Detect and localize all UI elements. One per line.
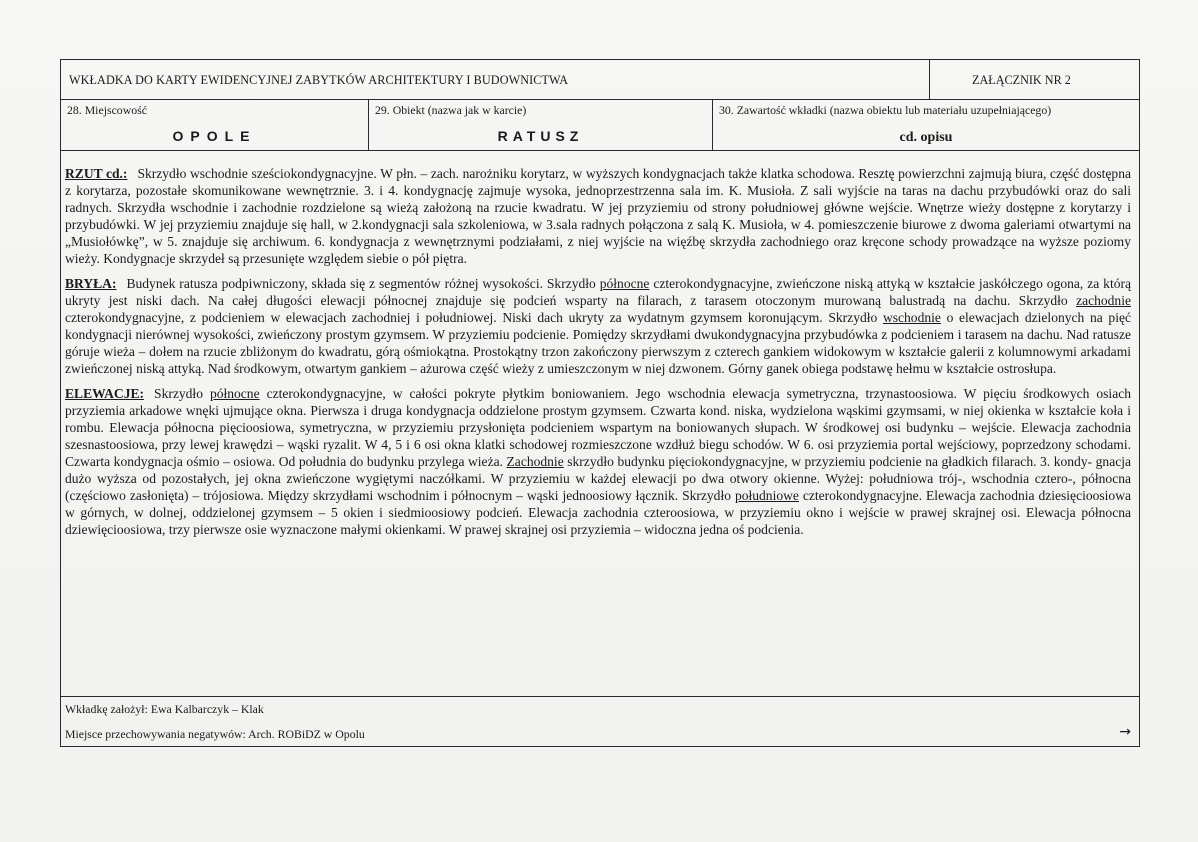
content-value: cd. opisu	[899, 130, 953, 145]
record-card	[60, 59, 1140, 747]
content-field	[712, 100, 1139, 151]
section-elewacje-text-4: czterokondygnacyjne. Elewacja zachodnia dziesięcioosiowa w górnych, w dolnej, oddzielonej gzymsem – 5 okien i siedmioosiowy podcień. Elewacja zachodnia czteroosiowa, w przyziemiu okno i wejście w prawej skrajnej osi. Elewacja północna dziewięcioosiowa, trzy pierwsze osie wyznaczone małymi okienkami. W prawej skrajnej osi przyziemia – widoczna jedna oś podcienia.	[65, 488, 1131, 537]
section-rzut-text: Skrzydło wschodnie sześciokondygnacyjne. W płn. – zach. narożniku korytarz, w wyższych kondygnacjach także klatka schodowa. Resztę powierzchni zajmują biura, część dostępna z korytarza, pozostałe skomunikowane wewnętrznie. 3. i 4. kondygnację zajmuje wysoka, jednoprzestrzenna sala im. K. Musioła. Z sali wyjście na taras na dachu przybudówki oraz do sali radnych. Skrzydła wschodnie i zachodnie rozdzielone są wieżą założoną na rzucie kwadratu. W jej przyziemiu od strony południowej główne wejście. Wnętrze wieży dostępne z korytarzy i przybudówki. W jej przyziemiu znajduje się hall, w 2.kondygnacji sala szkoleniowa, w 3.sala radnych połączona z salą K. Musioła, w 4. pomieszczenie biurowe z dwoma galeriami otwartymi na „Musiołówkę”, w 5. znajduje się archiwum. 6. kondygnacja z wewnętrznymi podziałami, z niej wyjście na więźbę skrzydła zachodniego oraz kręcone schody prowadzące na wyższe poziomy wieży. Kondygnacje skrzydeł są przesunięte względem siebie o pół piętra.	[65, 166, 1131, 266]
section-elewacje	[65, 385, 1131, 538]
card-header	[61, 60, 1139, 100]
object-label: 29. Obiekt (nazwa jak w karcie)	[375, 103, 527, 117]
section-elewacje-label: ELEWACJE:	[65, 386, 145, 401]
locality-label: 28. Miejscowość	[67, 103, 147, 117]
content-label: 30. Zawartość wkładki (nazwa obiektu lub materiału uzupełniającego)	[719, 103, 1052, 117]
description-body	[61, 151, 1139, 697]
section-bryla	[65, 275, 1131, 377]
card-footer	[61, 697, 1139, 746]
locality-value: OPOLE	[172, 128, 257, 144]
attachment-number: ZAŁĄCZNIK NR 2	[972, 73, 1071, 87]
section-elewacje-text-1: Skrzydło	[154, 386, 210, 401]
section-elewacje-underline-1: północne	[209, 386, 260, 401]
section-bryla-text-4: o elewacjach dzielonych na pięć kondygnacji nierównej wysokości, zwieńczony prostym gzymsem. W przyziemiu podcienie. Pomiędzy skrzydłami dwukondygnacyjna przybudówka z podcieniem i tarasem na dachu. Nad ratusze góruje wieża – dołem na rzucie zbliżonym do kwadratu, górą ośmiokątna. Prostokątny trzon zakończony pierwszym z czterech gankiem widokowym w kształcie galerii z kolumnowymi arkadami zwieńczonej niską attyką. Nad środkowym, otwartym gankiem – ażurowa część wieży z umieszczonym w niej dzwonem. Górny ganek obiega podstawę hełmu w kształcie ostrosłupa.	[65, 310, 1131, 376]
section-bryla-text-3: czterokondygnacyjne, z podcieniem w elewacjach zachodniej i południowej. Niski dach ukryty za wydatnym gzymsem koronującym. Skrzydło	[65, 310, 883, 325]
section-rzut	[65, 165, 1131, 267]
section-elewacje-underline-2: Zachodnie	[506, 454, 564, 469]
storage-line: Miejsce przechowywania negatywów: Arch. ROBiDZ w Opolu	[65, 727, 365, 741]
section-bryla-text-2: czterokondygnacyjne, zwieńczone niską attyką w kształcie jaskółczego ogona, za którą ukryty jest niski dach. Na całej długości elewacji północnej znajduje się podcień wsparty na filarach, z tarasem otoczonym murowaną balustradą na dachu. Skrzydło	[65, 276, 1132, 308]
locality-field	[61, 100, 368, 151]
author-line: Wkładkę założył: Ewa Kalbarczyk – Klak	[65, 702, 264, 716]
section-elewacje-text-2: czterokondygnacyjne, w całości pokryte płytkim boniowaniem. Jego wschodnia elewacja symetryczna, trzynastoosiowa. W pięciu środkowych osiach przyziemia arkadowe wnęki ujmujące okna. Pierwsza i druga kondygnacja oddzielone prostym gzymsem. Czwarta kond. niska, wydzielona wąskimi gzymsami, w niej okienka w kształcie koła i rombu. Elewacja północna pięcioosiowa, symetryczna, w przyziemiu przysłonięta podcieniem wspartym na boniowanych słupach. W środkowej osi budynku – wejście. Elewacja zachodnia szesnastoosiowa, przy lewej krawędzi – wąski ryzalit. W 4, 5 i 6 osi okna klatki schodowej rozmieszczone wzdłuż biegu schodów. W 6. osi przyziemia portal wejściowy, poprzedzony schodami. Czwarta kondygnacja ośmio – osiowa. Od południa do budynku przylega wieża.	[65, 386, 1131, 469]
section-elewacje-underline-3: południowe	[734, 488, 799, 503]
card-title: WKŁADKA DO KARTY EWIDENCYJNEJ ZABYTKÓW ARCHITEKTURY I BUDOWNICTWA	[69, 73, 569, 87]
continue-arrow-icon: →	[1119, 724, 1131, 740]
section-bryla-label: BRYŁA:	[65, 276, 117, 291]
section-bryla-underline-1: północne	[599, 276, 650, 291]
object-value: RATUSZ	[497, 128, 584, 144]
section-bryla-underline-2: zachodnie	[1076, 293, 1131, 308]
attachment-cell	[929, 60, 1139, 100]
section-bryla-underline-3: wschodnie	[882, 310, 941, 325]
section-elewacje-text-3: skrzydło budynku pięciokondygnacyjne, w przyziemiu podcienie na gładkich filarach. 3. kondy- gnacja dużo wyższa od pozostałych, jej okna zwieńczone wygiętymi naczółkami. W przyziemiu w każdej elewacji po dwa otwory okienne. Wyżej: południowa trój-, wschodnia cztero-, północna (częściowo zasłonięta) – trójosiowa. Między skrzydłami wschodnim i północnym – wąski jednoosiowy łącznik. Skrzydło	[65, 454, 1131, 503]
fields-row	[61, 100, 1139, 151]
section-bryla-text-1: Budynek ratusza podpiwniczony, składa się z segmentów różnej wysokości. Skrzydło	[126, 276, 600, 291]
object-field	[368, 100, 712, 151]
section-rzut-label: RZUT cd.:	[65, 166, 128, 181]
